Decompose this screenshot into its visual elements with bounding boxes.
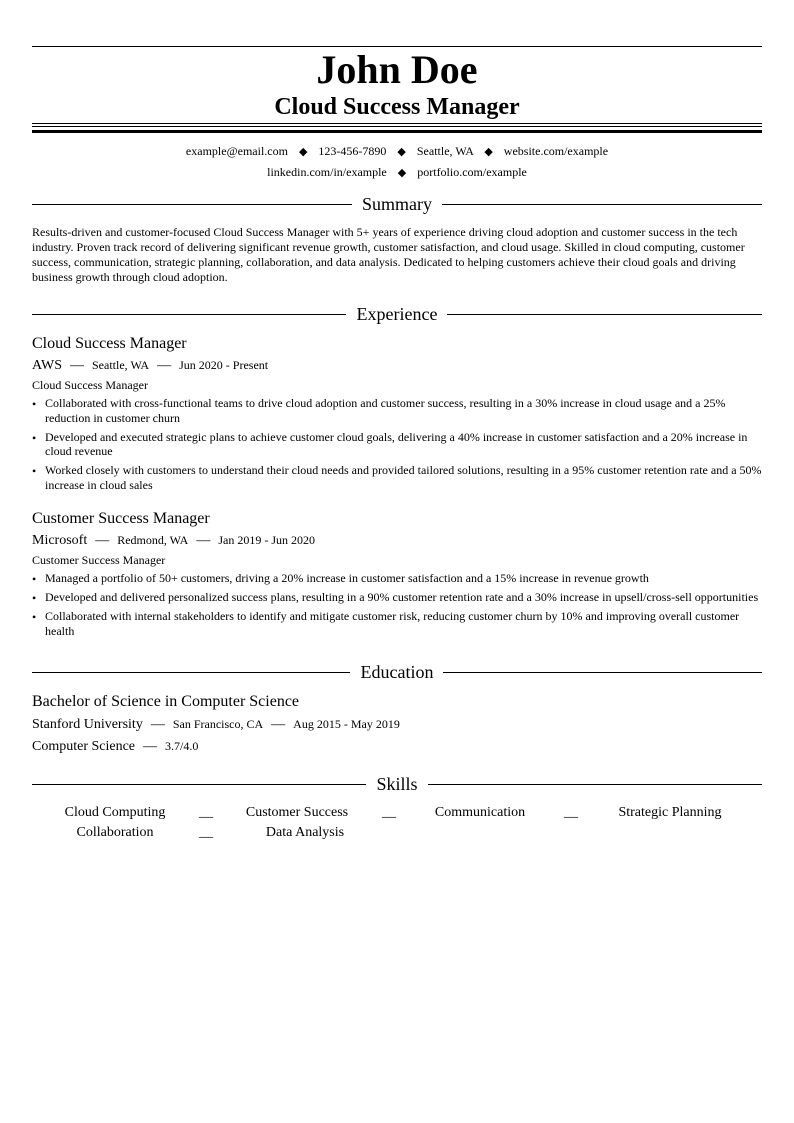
dash-separator: —: [150, 717, 165, 732]
job-meta: [32, 356, 762, 375]
school-location: San Francisco, CA: [172, 717, 264, 731]
dash-separator: —: [196, 533, 211, 548]
skill-item: Cloud Computing: [64, 805, 166, 820]
skills-row: [32, 823, 762, 843]
list-item: • Collaborated with cross-functional teams to drive cloud adoption and customer success, resulting in a 30% increase in cloud usage and a 25% reduction in customer churn: [32, 396, 762, 425]
email-link[interactable]: example@email.com: [185, 144, 288, 158]
job-meta: [32, 531, 762, 550]
education-entry: [32, 692, 762, 756]
dash-separator: —: [95, 533, 110, 548]
job-dates: Jan 2019 - Jun 2020: [218, 533, 315, 547]
header-rule: [32, 123, 762, 124]
dash-separator: —: [143, 739, 158, 754]
contact-line-2: [32, 164, 762, 181]
job-role: Customer Success Manager: [32, 510, 210, 527]
skills-heading: [32, 773, 762, 795]
summary-text: Results-driven and customer-focused Cloud Success Manager with 5+ years of experience driving cloud adoption and customer success in the tech industry. Proven track record of delivering significant revenue growth, customer satisfaction, and cloud usage. Skilled in cloud computing, customer success, communication, strategic planning, collaboration, and data analysis. Dedicated to helping customers achieve their cloud goals and driving business growth through cloud adoption.: [32, 225, 745, 284]
skill-item: Strategic Planning: [618, 805, 722, 820]
list-item: • Developed and executed strategic plans to achieve customer cloud goals, delivering a 40% increase in customer satisfaction and a 20% increase in cloud revenue: [32, 430, 762, 459]
skill-item: Collaboration: [76, 825, 154, 840]
diamond-separator-icon: ◆: [397, 146, 406, 158]
skill-separator: __: [564, 805, 578, 820]
summary-title: Summary: [352, 194, 442, 214]
candidate-title: Cloud Success Manager: [274, 94, 520, 120]
list-item: • Collaborated with internal stakeholders to identify and mitigate customer risk, reducing customer churn by 10% and improving overall customer health: [32, 609, 762, 638]
header-rule: [32, 126, 762, 127]
skill-item: Customer Success: [245, 805, 349, 820]
job-role: Cloud Success Manager: [32, 335, 187, 352]
skill-separator: __: [199, 825, 213, 840]
summary-heading: [32, 193, 762, 215]
gpa: 3.7/4.0: [165, 739, 199, 753]
job-location: Redmond, WA: [117, 533, 189, 547]
degree: Bachelor of Science in Computer Science: [32, 693, 300, 710]
skill-separator: __: [382, 805, 396, 820]
education-meta: [32, 715, 762, 734]
list-item: • Managed a portfolio of 50+ customers, driving a 20% increase in customer satisfaction and a 15% increase in revenue growth: [32, 571, 762, 586]
list-item: • Worked closely with customers to understand their cloud needs and provided tailored solutions, resulting in a 95% customer retention rate and a 50% increase in cloud sales: [32, 463, 762, 492]
diamond-separator-icon: ◆: [397, 167, 407, 179]
skills-grid: [32, 803, 762, 843]
job-entry: [32, 509, 762, 643]
field-of-study: Computer Science: [32, 739, 136, 754]
skills-title: Skills: [366, 774, 427, 794]
company: Microsoft: [32, 533, 88, 548]
education-field-line: [32, 737, 762, 756]
location: Seattle, WA: [416, 144, 474, 158]
job-bullets: [32, 396, 762, 492]
website-link[interactable]: website.com/example: [503, 144, 609, 158]
job-bullets: [32, 571, 762, 638]
experience-heading: [32, 303, 762, 325]
skill-item: Communication: [434, 805, 526, 820]
candidate-name: John Doe: [316, 47, 478, 92]
job-subrole: Cloud Success Manager: [32, 378, 148, 392]
portfolio-link[interactable]: portfolio.com/example: [417, 165, 527, 179]
contact-line-1: [32, 143, 762, 160]
school: Stanford University: [32, 717, 143, 732]
job-dates: Jun 2020 - Present: [179, 358, 269, 372]
job-subrole: Customer Success Manager: [32, 553, 166, 567]
skills-row: [32, 803, 762, 823]
company: AWS: [32, 358, 62, 373]
dash-separator: —: [157, 358, 172, 373]
header-rule-thick: [32, 130, 762, 133]
diamond-separator-icon: ◆: [298, 146, 308, 158]
diamond-separator-icon: ◆: [484, 146, 493, 158]
phone-number[interactable]: 123-456-7890: [318, 144, 387, 158]
list-item: • Developed and delivered personalized success plans, resulting in a 90% customer retention rate and a 30% increase in upsell/cross-sell opportunities: [32, 590, 762, 605]
education-heading: [32, 661, 762, 683]
dash-separator: —: [271, 717, 286, 732]
job-location: Seattle, WA: [92, 358, 150, 372]
job-entry: [32, 334, 762, 497]
education-dates: Aug 2015 - May 2019: [293, 717, 400, 731]
skill-separator: __: [199, 805, 213, 820]
education-title: Education: [351, 662, 444, 682]
skill-item: Data Analysis: [265, 825, 345, 840]
dash-separator: —: [70, 358, 84, 373]
linkedin-link[interactable]: linkedin.com/in/example: [267, 165, 387, 179]
experience-title: Experience: [347, 304, 448, 324]
